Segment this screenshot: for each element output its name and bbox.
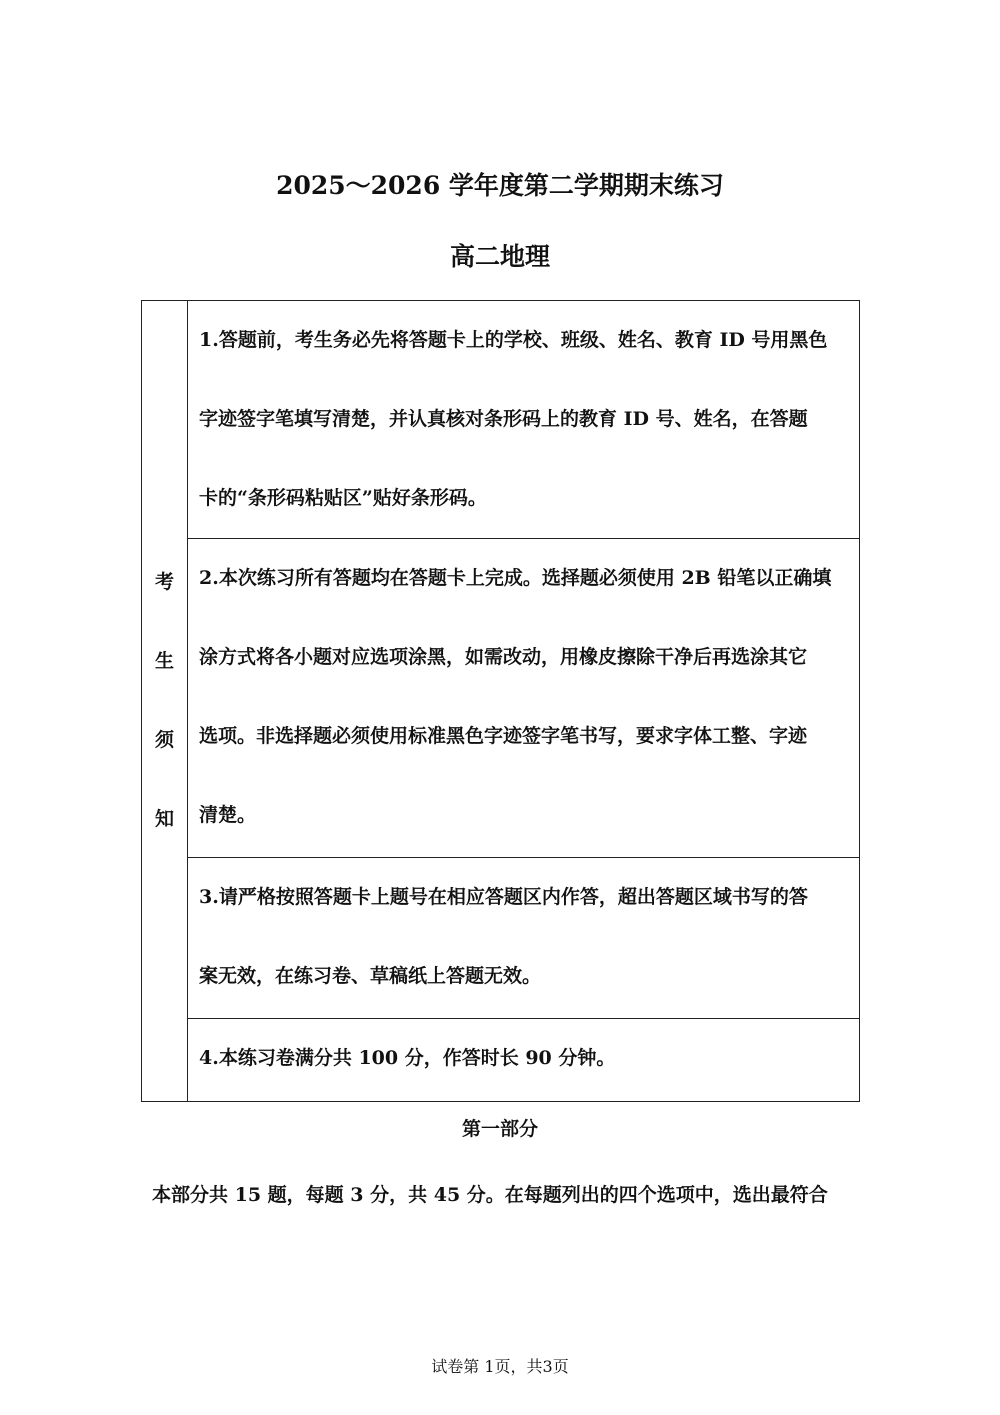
notice-side-label (142, 301, 188, 1102)
exam-notice-table (141, 300, 860, 1102)
notice-item-line: 选项。非选择题必须使用标准黑色字迹签字笔书写，要求字体工整、字迹 (199, 725, 808, 747)
notice-item-line: 4.本练习卷满分共 100 分，作答时长 90 分钟。 (199, 1047, 616, 1069)
page-footer: 试卷第 1页，共3页 (431, 1357, 569, 1376)
notice-item-line: 1.答题前，考生务必先将答题卡上的学校、班级、姓名、教育 ID 号用黑色 (199, 329, 828, 351)
notice-item-4 (188, 1019, 860, 1102)
notice-item-1 (188, 301, 860, 539)
side-label-char: 须 (154, 729, 174, 751)
notice-item-line: 案无效，在练习卷、草稿纸上答题无效。 (199, 965, 542, 987)
notice-item-line: 清楚。 (199, 804, 257, 826)
side-label-char: 知 (154, 808, 174, 830)
notice-item-line: 卡的“条形码粘贴区”贴好条形码。 (199, 487, 487, 509)
notice-item-line: 3.请严格按照答题卡上题号在相应答题区内作答，超出答题区域书写的答 (199, 886, 808, 908)
section-instructions: 本部分共 15 题，每题 3 分，共 45 分。在每题列出的四个选项中，选出最符合 (152, 1184, 828, 1206)
page-subtitle: 高二地理 (449, 242, 550, 271)
side-label-char: 考 (154, 571, 174, 593)
notice-item-line: 2.本次练习所有答题均在答题卡上完成。选择题必须使用 2B 铅笔以正确填 (199, 567, 832, 589)
page-title: 2025～2026 学年度第二学期期末练习 (276, 171, 724, 200)
side-label-char: 生 (154, 650, 174, 672)
notice-item-line: 字迹签字笔填写清楚，并认真核对条形码上的教育 ID 号、姓名，在答题 (199, 408, 808, 430)
notice-item-2 (188, 539, 860, 858)
section-title: 第一部分 (461, 1118, 538, 1140)
notice-item-line: 涂方式将各小题对应选项涂黑，如需改动，用橡皮擦除干净后再选涂其它 (199, 646, 808, 668)
notice-item-3 (188, 858, 860, 1019)
